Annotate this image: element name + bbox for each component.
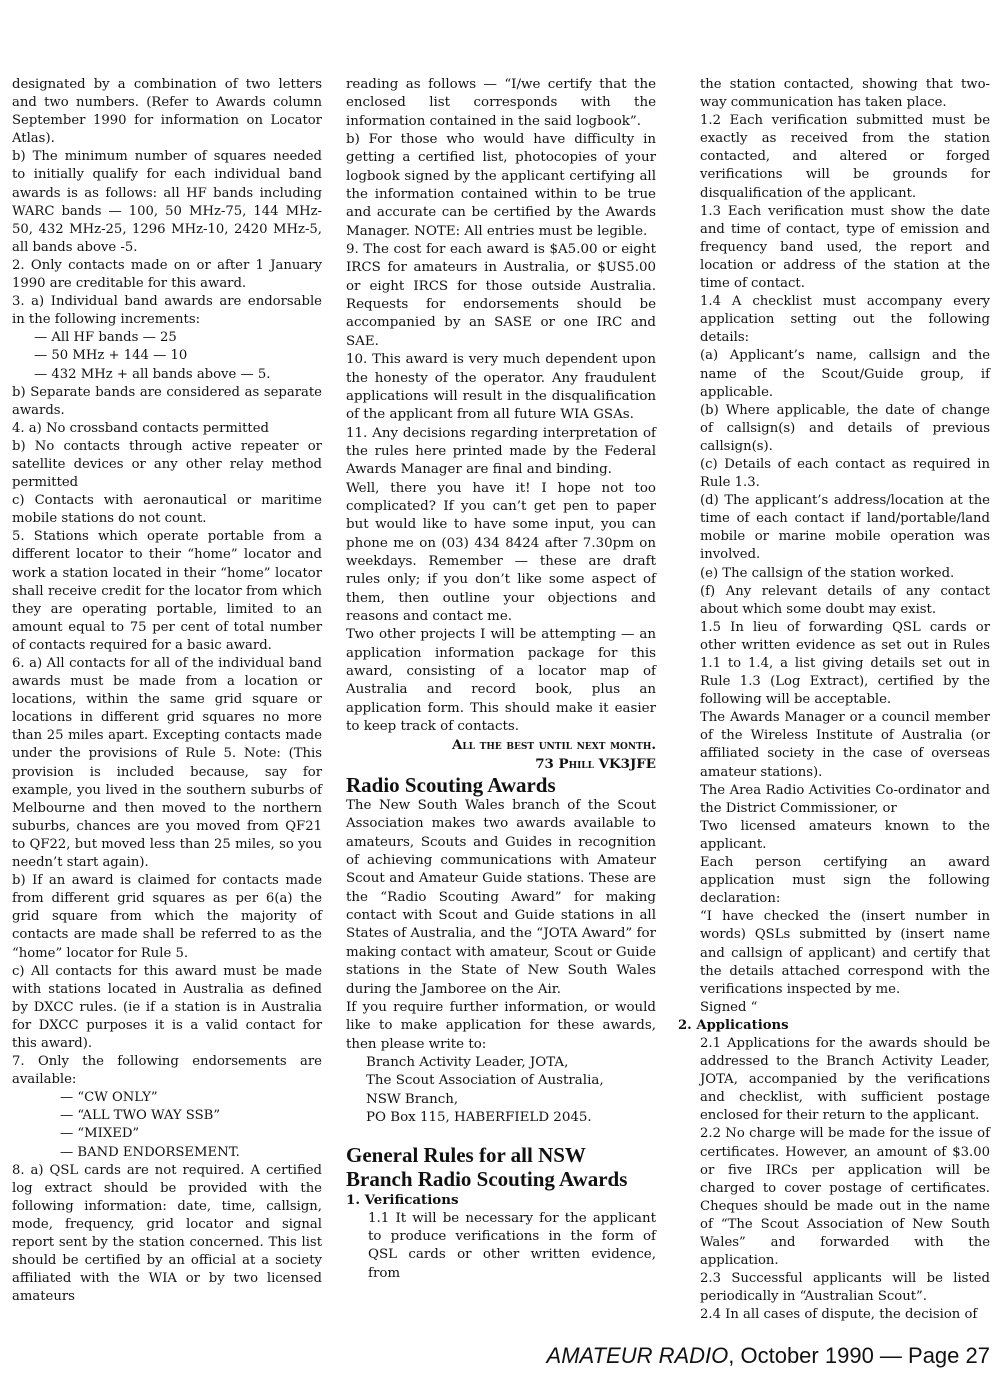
paragraph: (e) The callsign of the station worked. (700, 565, 955, 581)
signed-line: Signed “ (700, 999, 758, 1015)
paragraph: Two other projects I will be attempting — an application information package for this award, consisting of a locator map of Australia and record book, plus an application form. This should make it easier to keep track of contacts. (346, 627, 656, 735)
sign-off: All the best until next month. (451, 737, 656, 754)
section-heading: General Rules for all NSW Branch Radio Scouting Awards (346, 1143, 628, 1192)
paragraph: 2. Only contacts made on or after 1 January 1990 are creditable for this award. (12, 257, 322, 292)
paragraph: 2.2 No charge will be made for the issue of certificates. However, an amount of $3.00 or five IRCs per application will be charged to cover postage of certificates. Cheques should be made out in the name of “The Scout Association of New South Wales” and forwarded with the application. (700, 1126, 990, 1269)
subheading: 2. Applications (678, 1017, 789, 1033)
subheading: 1. Verifications (346, 1192, 459, 1209)
paragraph: 2.4 In all cases of dispute, the decision of (700, 1307, 978, 1323)
paragraph: 1.3 Each verification must show the date and time of contact, type of emission and frequency band used, the report and location or address of the station at the time of contact. (700, 203, 990, 292)
paragraph: 1.5 In lieu of forwarding QSL cards or other written evidence as set out in Rules 1.1 to 1.4, a list giving details set out in Rule 1.3 (Log Extract), certified by the following will be acceptable. (700, 619, 990, 708)
paragraph: The Awards Manager or a council member of the Wireless Institute of Australia (or affiliated society in the case of overseas amateur stations). (700, 710, 990, 780)
paragraph: Two licensed amateurs known to the applicant. (700, 818, 990, 852)
issue-and-page: , October 1990 — Page 27 (728, 1343, 990, 1368)
paragraph: the station contacted, showing that two-way communication has taken place. (700, 77, 990, 111)
paragraph: 11. Any decisions regarding interpretation of the rules here printed made by the Federal Awards Manager are final and binding. (346, 425, 656, 478)
section-heading: Radio Scouting Awards (346, 773, 556, 798)
paragraph: (c) Details of each contact as required in Rule 1.3. (700, 456, 990, 491)
paragraph: 1.4 A checklist must accompany every application setting out the following details: (700, 294, 990, 346)
paragraph: 2.3 Successful applicants will be listed periodically in “Australian Scout”. (700, 1271, 990, 1305)
address-line: NSW Branch, (366, 1091, 459, 1107)
address-line: The Scout Association of Australia, (366, 1073, 604, 1089)
paragraph: 2.1 Applications for the awards should be addressed to the Branch Activity Leader, JOTA, accompanied by the verifications and checklist, with sufficient postage enclosed for their return to the applicant. (700, 1035, 990, 1124)
column-2 (346, 76, 656, 1283)
paragraph: 6. a) All contacts for all of the individual band awards must be made from a location or locations, within the same grid square or locations in different grid squares no more than 25 miles apart. Excepting contacts made under the provisions of Rule 5. Note: (This provision is included because, say for example, you lived in the southern suburbs of Melbourne and then moved to the northern suburbs, chances are you moved from QF21 to QF22, but moved less than 25 miles, so you needn’t start again). (12, 656, 322, 871)
declaration: “I have checked the (insert number in words) QSLs submitted by (insert name and callsign of applicant) and certify that the details attached correspond with the verifications inspected by me. (700, 909, 990, 997)
paragraph: c) Contacts with aeronautical or maritime mobile stations do not count. (12, 493, 322, 527)
paragraph: b) The minimum number of squares needed to initially qualify for each individual band awards is as follows: all HF bands including WARC bands — 100, 50 MHz-75, 144 MHz-50, 432 MHz-25, 1296 MHz-10, 2420 MHz-5, all bands above -5. (12, 149, 322, 255)
list-item: — “ALL TWO WAY SSB” (60, 1108, 221, 1124)
paragraph: (d) The applicant’s address/location at the time of each contact if land/portable/land mobile or marine mobile operation was involved. (700, 493, 990, 563)
paragraph: The New South Wales branch of the Scout Association makes two awards available to amateurs, Scouts and Guides in recognition of achieving communications with Amateur Scout and Amateur Guide stations. These are the “Radio Scouting Award” for making contact with Scout and Guide stations in all States of Australia, and the “JOTA Award” for making contact with amateur, Scout or Guide stations in the State of New South Wales during the Jamboree on the Air. (346, 798, 656, 997)
address-line: Branch Activity Leader, JOTA, (366, 1054, 569, 1070)
magazine-title: AMATEUR RADIO (546, 1343, 729, 1368)
paragraph: b) No contacts through active repeater or satellite devices or any other relay method permitted (12, 438, 322, 491)
paragraph: b) Separate bands are considered as separate awards. (12, 384, 322, 418)
paragraph: 10. This award is very much dependent upon the honesty of the operator. Any fraudulent applications will result in the disqualification of the applicant from all future WIA GSAs. (346, 352, 656, 423)
paragraph: 7. Only the following endorsements are available: (12, 1054, 322, 1088)
paragraph: (a) Applicant’s name, callsign and the name of the Scout/Guide group, if applicable. (700, 348, 990, 400)
paragraph: b) If an award is claimed for contacts made from different grid squares as per 6(a) the grid square from which the majority of contacts are made shall be referred to as the “home” locator for Rule 5. (12, 873, 322, 961)
paragraph: The Area Radio Activities Co-ordinator and the District Commissioner, or (700, 782, 990, 816)
column-1 (12, 76, 322, 1306)
author-signature: 73 Phill VK3JFE (535, 755, 656, 772)
paragraph: 1.2 Each verification submitted must be exactly as received from the station contacted, and altered or forged verifications will be grounds for disqualification of the applicant. (700, 113, 990, 201)
paragraph: 4. a) No crossband contacts permitted (12, 420, 269, 436)
list-item: — BAND ENDORSEMENT. (60, 1144, 240, 1160)
list-item: — 432 MHz + all bands above — 5. (34, 366, 271, 382)
list-item: — All HF bands — 25 (34, 330, 177, 346)
paragraph: b) For those who would have difficulty in getting a certified list, photocopies of your logbook signed by the applicant certifying all the information contained within to be true and accurate can be certified by the Awards Manager. NOTE: All entries must be legible. (346, 132, 656, 239)
list-item: — “MIXED” (60, 1126, 140, 1142)
paragraph: 5. Stations which operate portable from a different locator to their “home” locator and work a station located in their “home” locator shall receive credit for the locator from which they are operating portable, limited to an amount equal to 75 per cent of total number of contacts required for a basic award. (12, 529, 322, 653)
list-item: — “CW ONLY” (60, 1090, 158, 1106)
paragraph: If you require further information, or would like to make application for these awards, then please write to: (346, 999, 656, 1052)
paragraph: reading as follows — “I/we certify that the enclosed list corresponds with the information contained in the said logbook”. (346, 77, 656, 129)
paragraph: 9. The cost for each award is $A5.00 or eight IRCS for amateurs in Australia, or $US5.00 or eight IRCS for those outside Australia. Requests for endorsements should be accompanied by an SASE or one IRC and SAE. (346, 242, 656, 349)
paragraph: c) All contacts for this award must be made with stations located in Australia as defined by DXCC rules. (ie if a station is in Australia for DXCC purposes it is a valid contact for this award). (12, 963, 322, 1051)
paragraph: (b) Where applicable, the date of change of callsign(s) and details of previous callsign(s). (700, 402, 990, 454)
paragraph: Each person certifying an award application must sign the following declaration: (700, 855, 990, 907)
paragraph: 1.1 It will be necessary for the applicant to produce verifications in the form of QSL cards or other written evidence, from (368, 1210, 656, 1281)
page-footer (0, 1343, 990, 1369)
paragraph: 3. a) Individual band awards are endorsable in the following increments: (12, 294, 322, 328)
column-3 (678, 76, 990, 1324)
paragraph: designated by a combination of two letters and two numbers. (Refer to Awards column September 1990 for information on Locator Atlas). (12, 77, 322, 147)
paragraph: 8. a) QSL cards are not required. A certified log extract should be provided with the following information: date, time, callsign, mode, frequency, grid locator and signal report sent by the station concerned. This list should be certified by an official at a society affiliated with the WIA or by two licensed amateurs (12, 1162, 322, 1305)
paragraph: (f) Any relevant details of any contact about which some doubt may exist. (700, 583, 990, 617)
address-line: PO Box 115, HABERFIELD 2045. (366, 1109, 592, 1125)
paragraph: Well, there you have it! I hope not too complicated? If you can’t get pen to paper but would like to have some input, you can phone me on (03) 434 8424 after 7.30pm on weekdays. Remember — these are draft rules only; if you don’t like some aspect of them, then outline your objections and reasons and contact me. (346, 480, 656, 624)
list-item: — 50 MHz + 144 — 10 (34, 348, 188, 364)
